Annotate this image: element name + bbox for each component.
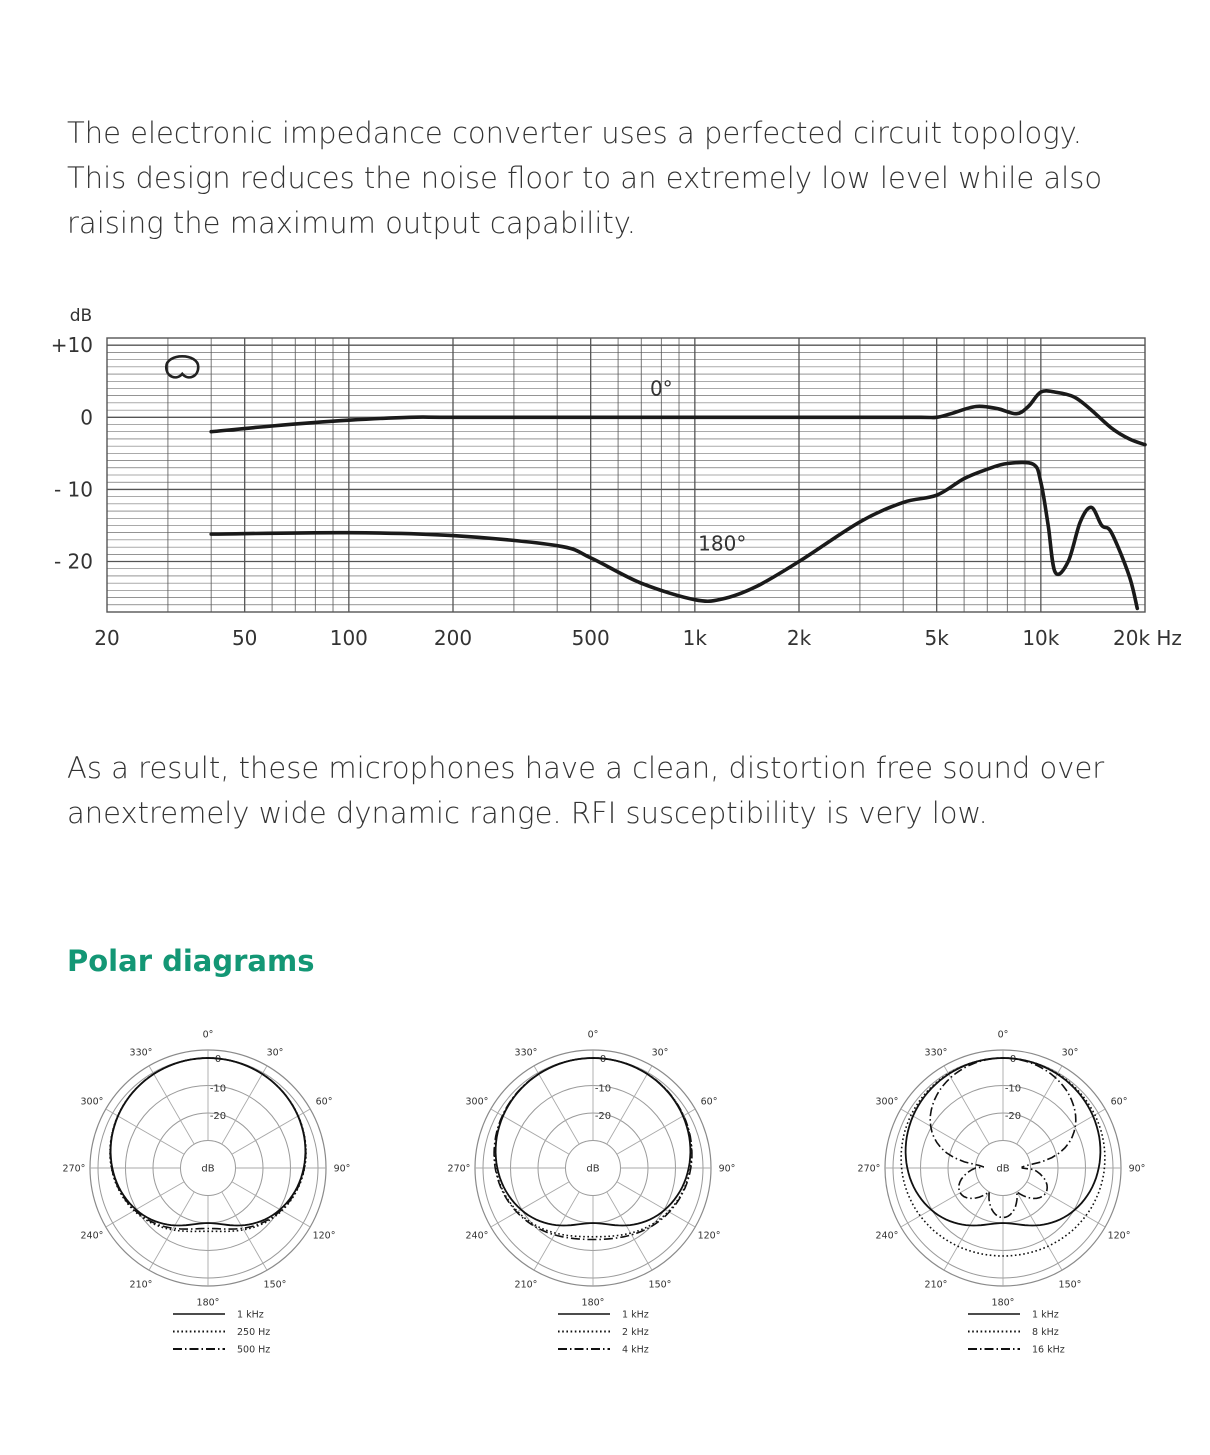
polar-angle-label: 150° <box>263 1279 287 1291</box>
polar-angle-label: 270° <box>857 1163 881 1175</box>
polar-angle-label: 90° <box>718 1163 736 1175</box>
legend-label: 8 kHz <box>1032 1327 1059 1338</box>
polar-spoke <box>534 1066 579 1144</box>
polar-angle-label: 150° <box>1058 1279 1082 1291</box>
polar-diagram-high <box>855 1029 1155 1370</box>
x-tick-label: 1k <box>682 626 707 650</box>
polar-ring-label: -20 <box>1004 1111 1022 1122</box>
y-tick-label: 0 <box>80 405 93 430</box>
polar-angle-label: 210° <box>129 1279 153 1291</box>
polar-angle-label: 240° <box>465 1230 489 1242</box>
y-tick-label: - 10 <box>53 477 93 502</box>
legend-label: 16 kHz <box>1032 1344 1065 1356</box>
polar-angle-label: 60° <box>315 1096 333 1108</box>
polar-spoke <box>607 1066 652 1144</box>
polar-angle-label: 270° <box>447 1163 471 1175</box>
polar-spoke <box>1017 1192 1062 1270</box>
intro-paragraph: The electronic impedance converter uses a perfected circuit topology. This design reduces the noise floor to an extremely low level while also raising the maximum output capability. <box>67 116 1103 240</box>
polar-ring-label: -10 <box>1004 1083 1022 1095</box>
polar-spoke <box>944 1066 989 1144</box>
polar-ring-label: -10 <box>594 1083 612 1095</box>
polar-angle-label: 330° <box>129 1047 153 1059</box>
legend-label: 500 Hz <box>237 1344 271 1356</box>
polar-ring-label: 0 <box>1009 1054 1017 1065</box>
result-paragraph: As a result, these microphones have a clean, distortion free sound over anextremely wide dynamic range. RFI susceptibility is very low. <box>67 751 1105 830</box>
x-tick-label: 200 <box>433 626 473 650</box>
polar-ring-label: -10 <box>209 1083 227 1095</box>
polar-ring-label: 0 <box>214 1054 222 1065</box>
polar-angle-label: 30° <box>1061 1047 1079 1059</box>
polar-spoke <box>222 1066 267 1144</box>
polar-angle-label: 330° <box>924 1047 948 1059</box>
y-tick-label: - 20 <box>53 549 93 574</box>
polar-angle-label: 180° <box>196 1297 220 1309</box>
polar-angle-label: 60° <box>1110 1096 1128 1108</box>
legend-label: 2 kHz <box>622 1327 649 1338</box>
legend-label: 250 Hz <box>237 1327 271 1338</box>
polar-ring-label: dB <box>996 1163 1010 1175</box>
polar-angle-label: 120° <box>697 1230 721 1242</box>
polar-angle-label: 300° <box>875 1096 899 1108</box>
polar-angle-label: 120° <box>1107 1230 1131 1242</box>
x-tick-label: 100 <box>329 626 368 650</box>
polar-angle-label: 60° <box>700 1096 718 1108</box>
polar-angle-label: 0° <box>202 1029 214 1041</box>
polar-angle-label: 0° <box>587 1029 599 1041</box>
polar-spoke <box>106 1182 184 1227</box>
polar-angle-label: 30° <box>266 1047 284 1059</box>
polar-diagram-mid <box>445 1029 745 1370</box>
legend-label: 1 kHz <box>237 1309 264 1321</box>
y-tick-label: +10 <box>50 333 93 358</box>
series-label: 0° <box>649 376 673 401</box>
x-tick-label: 500 <box>571 626 610 650</box>
frequency-response-chart <box>0 290 1210 670</box>
polar-angle-label: 270° <box>62 1163 86 1175</box>
polar-angle-label: 90° <box>1128 1163 1146 1175</box>
polar-angle-label: 240° <box>80 1230 104 1242</box>
series-label: 180° <box>698 531 747 556</box>
x-tick-label: 50 <box>231 626 258 650</box>
polar-spoke <box>149 1066 194 1144</box>
polar-angle-label: 210° <box>924 1279 948 1291</box>
polar-angle-label: 0° <box>997 1029 1009 1041</box>
polar-ring-label: -20 <box>209 1111 227 1122</box>
polar-diagram-low <box>60 1029 360 1370</box>
polar-spoke <box>944 1192 989 1270</box>
polar-ring-label: 0 <box>599 1054 607 1065</box>
legend-label: 4 kHz <box>622 1344 649 1356</box>
polar-angle-label: 120° <box>312 1230 336 1242</box>
polar-angle-label: 240° <box>875 1230 899 1242</box>
x-tick-label: 20k Hz <box>1113 626 1182 650</box>
polar-spoke <box>617 1182 695 1227</box>
polar-spoke <box>232 1182 310 1227</box>
polar-angle-label: 150° <box>648 1279 672 1291</box>
legend-label: 1 kHz <box>1032 1309 1059 1321</box>
polar-ring-label: -20 <box>594 1111 612 1122</box>
x-tick-label: 5k <box>924 626 949 650</box>
y-axis-label: dB <box>69 306 93 326</box>
polar-angle-label: 180° <box>581 1297 605 1309</box>
polar-angle-label: 210° <box>514 1279 538 1291</box>
polar-angle-label: 330° <box>514 1047 538 1059</box>
x-tick-label: 2k <box>786 626 812 650</box>
polar-ring-label: dB <box>201 1163 215 1175</box>
polar-angle-label: 180° <box>991 1297 1015 1309</box>
legend-label: 1 kHz <box>622 1309 649 1321</box>
x-tick-label: 20 <box>94 626 120 650</box>
polar-angle-label: 90° <box>333 1163 351 1175</box>
section-title-polar-diagrams: Polar diagrams <box>67 944 315 978</box>
response-curve-1 <box>211 462 1137 608</box>
polar-angle-label: 30° <box>651 1047 669 1059</box>
x-tick-label: 10k <box>1022 626 1060 650</box>
polar-spoke <box>534 1192 579 1270</box>
polar-ring-label: dB <box>586 1163 600 1175</box>
polar-angle-label: 300° <box>80 1096 104 1108</box>
polar-angle-label: 300° <box>465 1096 489 1108</box>
polar-spoke <box>607 1192 652 1270</box>
